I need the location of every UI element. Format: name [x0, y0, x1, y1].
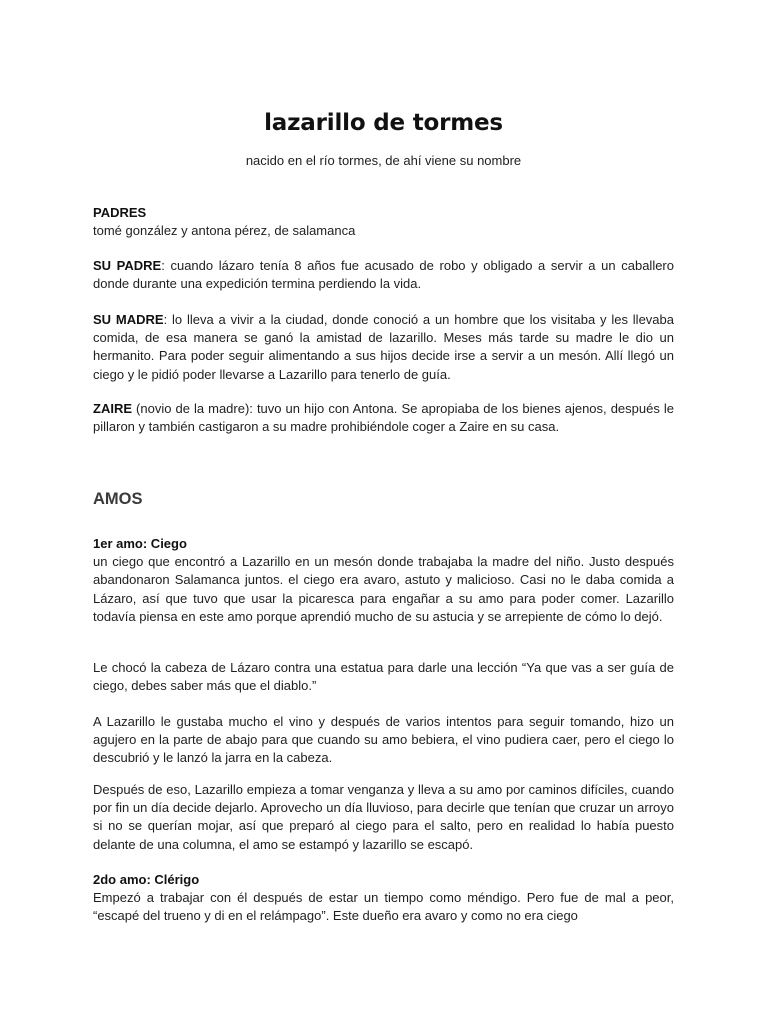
su-madre-text: : lo lleva a vivir a la ciudad, donde conoció a un hombre que los visitaba y les llevaba comida, de esa manera se ganó la amistad de lazarillo. Meses más tarde su madre le dio un hermanito. Para poder seguir alimentando a sus hijos decide irse a servir a un mesón. Allí llegó un ciego y le pidió poder llevarse a Lazarillo para tenerlo de guía. [93, 312, 674, 382]
su-padre-label: SU PADRE [93, 258, 162, 273]
amo1-section [93, 535, 674, 626]
amo2-section [93, 871, 674, 926]
amos-heading: AMOS [93, 490, 143, 508]
padres-heading: PADRES [93, 205, 147, 220]
zaire-text: (novio de la madre): tuvo un hijo con Antona. Se apropiaba de los bienes ajenos, después le pillaron y también castigaron a su madre prohibiéndole coger a Zaire en su casa. [93, 401, 674, 435]
zaire-label: ZAIRE [93, 401, 132, 416]
amo1-paragraph-4: Después de eso, Lazarillo empieza a tomar venganza y lleva a su amo por caminos difíciles, cuando por fin un día decide dejarlo. Aprovecho un día lluvioso, para decirle que tenían que cruzar un arroyo si no se querían mojar, así que preparó al ciego para el salto, pero en realidad lo había puesto delante de una columna, el amo se estampó y lazarillo se escapó. [93, 782, 674, 852]
su-padre-paragraph [93, 257, 674, 293]
amo2-heading: 2do amo: Clérigo [93, 872, 200, 887]
su-madre-label: SU MADRE [93, 312, 164, 327]
padres-section [93, 204, 674, 240]
su-madre-paragraph [93, 311, 674, 384]
amo1-paragraph-2: Le chocó la cabeza de Lázaro contra una estatua para darle una lección “Ya que vas a ser guía de ciego, debes saber más que el diablo.” [93, 660, 674, 694]
document-subtitle: nacido en el río tormes, de ahí viene su nombre [245, 153, 522, 168]
zaire-paragraph [93, 400, 674, 436]
su-padre-text: : cuando lázaro tenía 8 años fue acusado de robo y obligado a servir a un caballero donde durante una expedición termina perdiendo la vida. [93, 258, 674, 292]
amo1-heading: 1er amo: Ciego [93, 536, 187, 551]
amo2-paragraph-1: Empezó a trabajar con él después de estar un tiempo como méndigo. Pero fue de mal a peor, “escapé del trueno y di en el relámpago”. Este dueño era avaro y como no era ciego [93, 890, 674, 924]
amo1-paragraph-1: un ciego que encontró a Lazarillo en un mesón donde trabajaba la madre del niño. Justo después abandonaron Salamanca juntos. el ciego era avaro, astuto y malicioso. Casi no le daba comida a Lázaro, así que tuvo que usar la picaresca para engañar a su amo para poder comer. Lazarillo todavía piensa en este amo porque aprendió mucho de su astucia y se arrepiente de cómo lo dejó. [93, 554, 674, 624]
padres-text: tomé gonzález y antona pérez, de salamanca [93, 223, 356, 239]
document-title: lazarillo de tormes [264, 110, 503, 136]
amo1-paragraph-3: A Lazarillo le gustaba mucho el vino y después de varios intentos para seguir tomando, hizo un agujero en la parte de abajo para que cuando su amo bebiera, el vino pudiera caer, pero el ciego lo descubrió y le lanzó la jarra en la cabeza. [93, 714, 674, 766]
